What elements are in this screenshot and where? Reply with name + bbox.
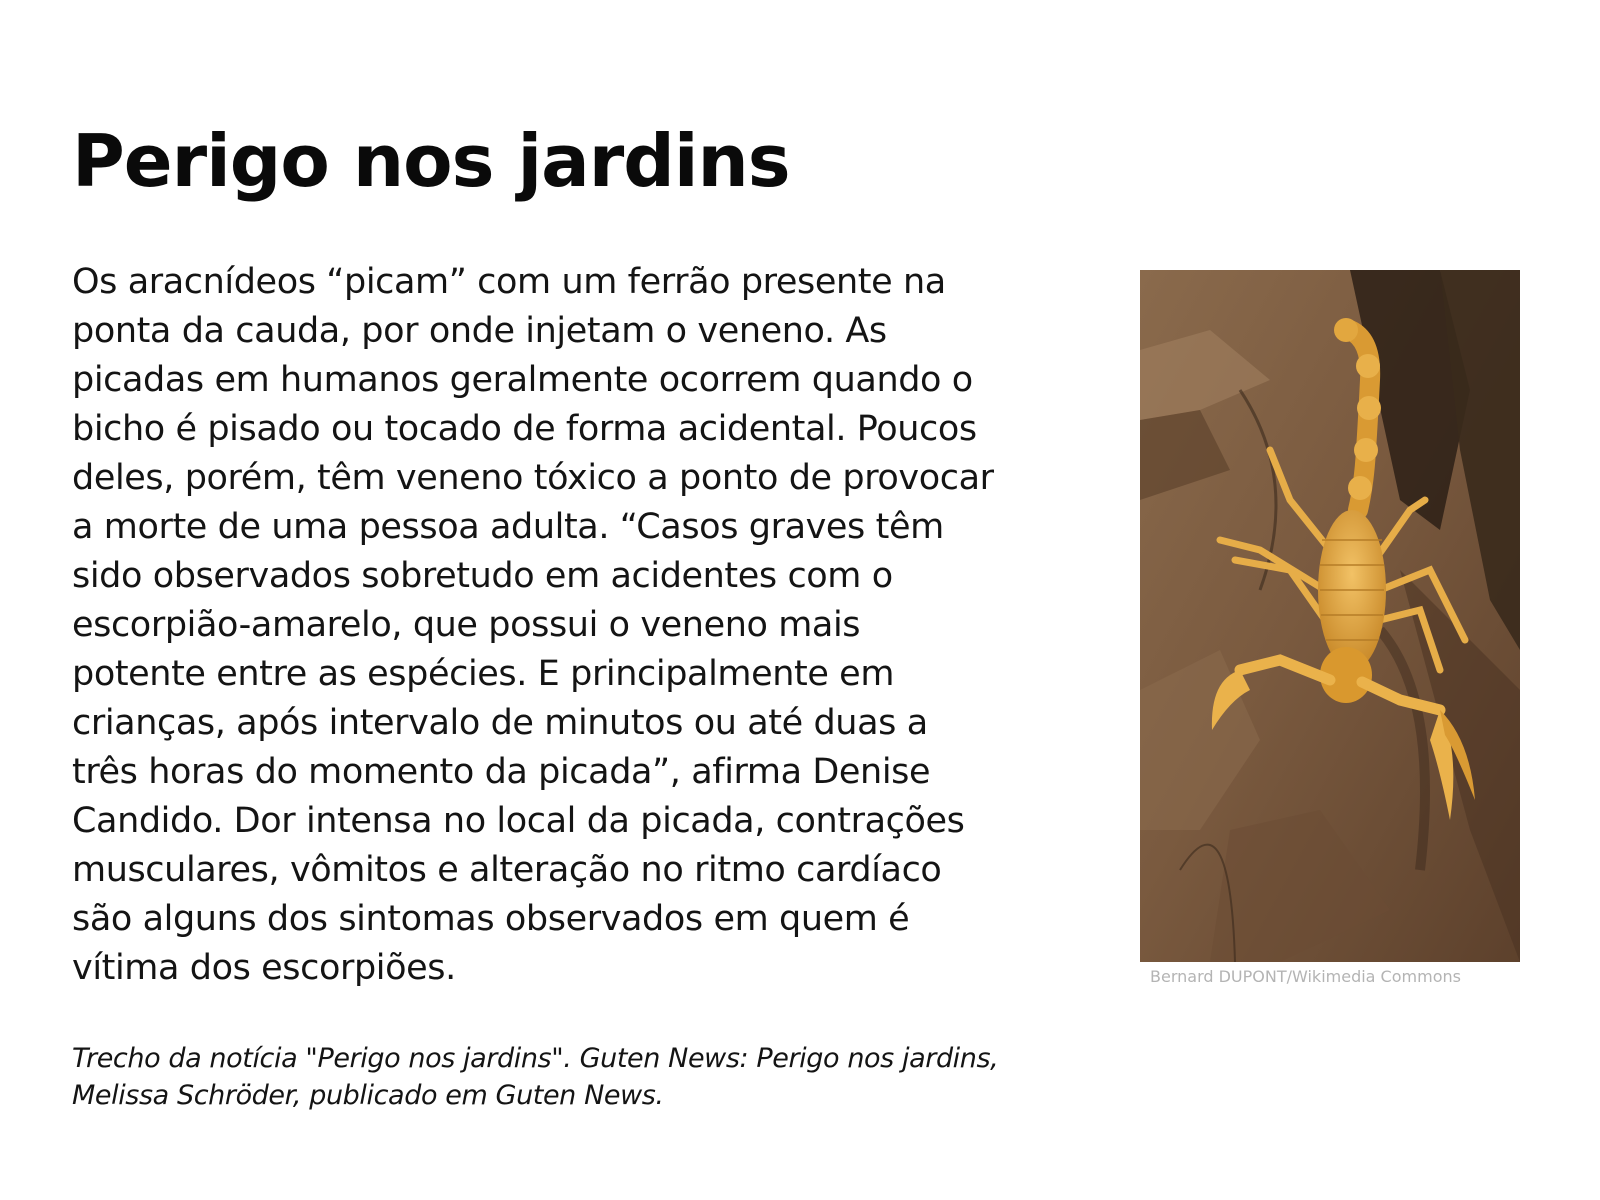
body-line: Os aracnídeos “picam” com um ferrão presente na bbox=[72, 262, 946, 302]
body-line: três horas do momento da picada”, afirma Denise bbox=[72, 752, 931, 792]
body-line: escorpião-amarelo, que possui o veneno mais bbox=[72, 605, 861, 645]
body-line: musculares, vômitos e alteração no ritmo cardíaco bbox=[72, 850, 942, 890]
source-line: Melissa Schröder, publicado em Guten News. bbox=[72, 1080, 664, 1111]
source-line: Trecho da notícia "Perigo nos jardins". Guten News: Perigo nos jardins, bbox=[72, 1043, 999, 1074]
body-line: ponta da cauda, por onde injetam o veneno. As bbox=[72, 311, 887, 351]
body-line: crianças, após intervalo de minutos ou até duas a bbox=[72, 703, 928, 743]
source-citation bbox=[72, 1040, 1102, 1114]
body-line: picadas em humanos geralmente ocorrem quando o bbox=[72, 360, 973, 400]
photo-credit: Bernard DUPONT/Wikimedia Commons bbox=[1150, 967, 1461, 986]
body-line: vítima dos escorpiões. bbox=[72, 948, 456, 988]
body-line: sido observados sobretudo em acidentes com o bbox=[72, 556, 893, 596]
body-line: deles, porém, têm veneno tóxico a ponto de provocar bbox=[72, 458, 994, 498]
article-body bbox=[72, 258, 1102, 993]
body-line: Candido. Dor intensa no local da picada, contrações bbox=[72, 801, 965, 841]
scorpion-photo-figure bbox=[1140, 270, 1520, 962]
body-line: a morte de uma pessoa adulta. “Casos graves têm bbox=[72, 507, 944, 547]
body-line: são alguns dos sintomas observados em quem é bbox=[72, 899, 910, 939]
scorpion-photo bbox=[1140, 270, 1520, 962]
body-line: potente entre as espécies. E principalmente em bbox=[72, 654, 895, 694]
body-line: bicho é pisado ou tocado de forma acidental. Poucos bbox=[72, 409, 977, 449]
article-title: Perigo nos jardins bbox=[72, 119, 790, 203]
